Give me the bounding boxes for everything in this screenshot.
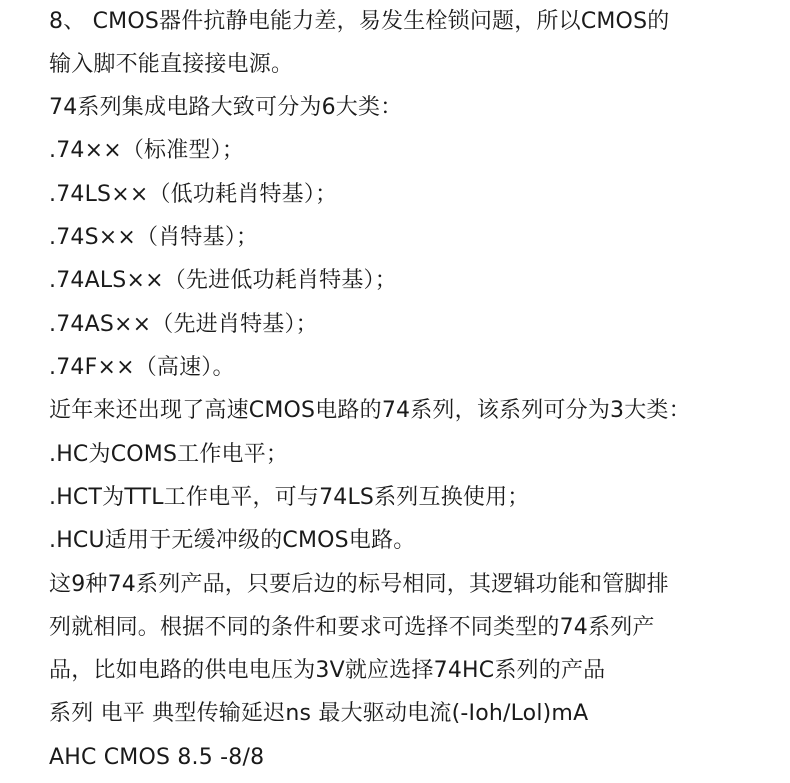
text-line: .74××（标准型）； xyxy=(49,138,245,163)
text-line: 列就相同。根据不同的条件和要求可选择不同类型的74系列产 xyxy=(49,615,655,640)
text-line: .HCT为TTL工作电平，可与74LS系列互换使用； xyxy=(49,485,530,510)
text-line: .74ALS××（先进低功耗肖特基）； xyxy=(49,268,397,293)
text-line: 品，比如电路的供电电压为3V就应选择74HC系列的产品 xyxy=(49,658,606,683)
text-line: 近年来还出现了高速CMOS电路的74系列，该系列可分为3大类： xyxy=(49,398,691,423)
text-line: 8、 CMOS器件抗静电能力差，易发生栓锁问题，所以CMOS的 xyxy=(49,9,670,34)
text-line: .HCU适用于无缓冲级的CMOS电路。 xyxy=(49,528,416,553)
text-line: 74系列集成电路大致可分为6大类： xyxy=(49,95,403,120)
text-line: .74AS××（先进肖特基）； xyxy=(49,312,318,337)
text-line: .HC为COMS工作电平； xyxy=(49,442,289,467)
text-line: .74F××（高速）。 xyxy=(49,355,235,380)
text-line: 输入脚不能直接接电源。 xyxy=(49,52,294,77)
text-line: AHC CMOS 8.5 -8/8 xyxy=(49,745,265,770)
text-line: .74LS××（低功耗肖特基）； xyxy=(49,182,338,207)
text-line: 系列 电平 典型传输延迟ns 最大驱动电流(-Ioh/Lol)mA xyxy=(49,701,589,726)
text-line: .74S××（肖特基）； xyxy=(49,225,259,250)
document-body xyxy=(49,0,790,783)
text-line: 这9种74系列产品，只要后边的标号相同，其逻辑功能和管脚排 xyxy=(49,572,669,597)
